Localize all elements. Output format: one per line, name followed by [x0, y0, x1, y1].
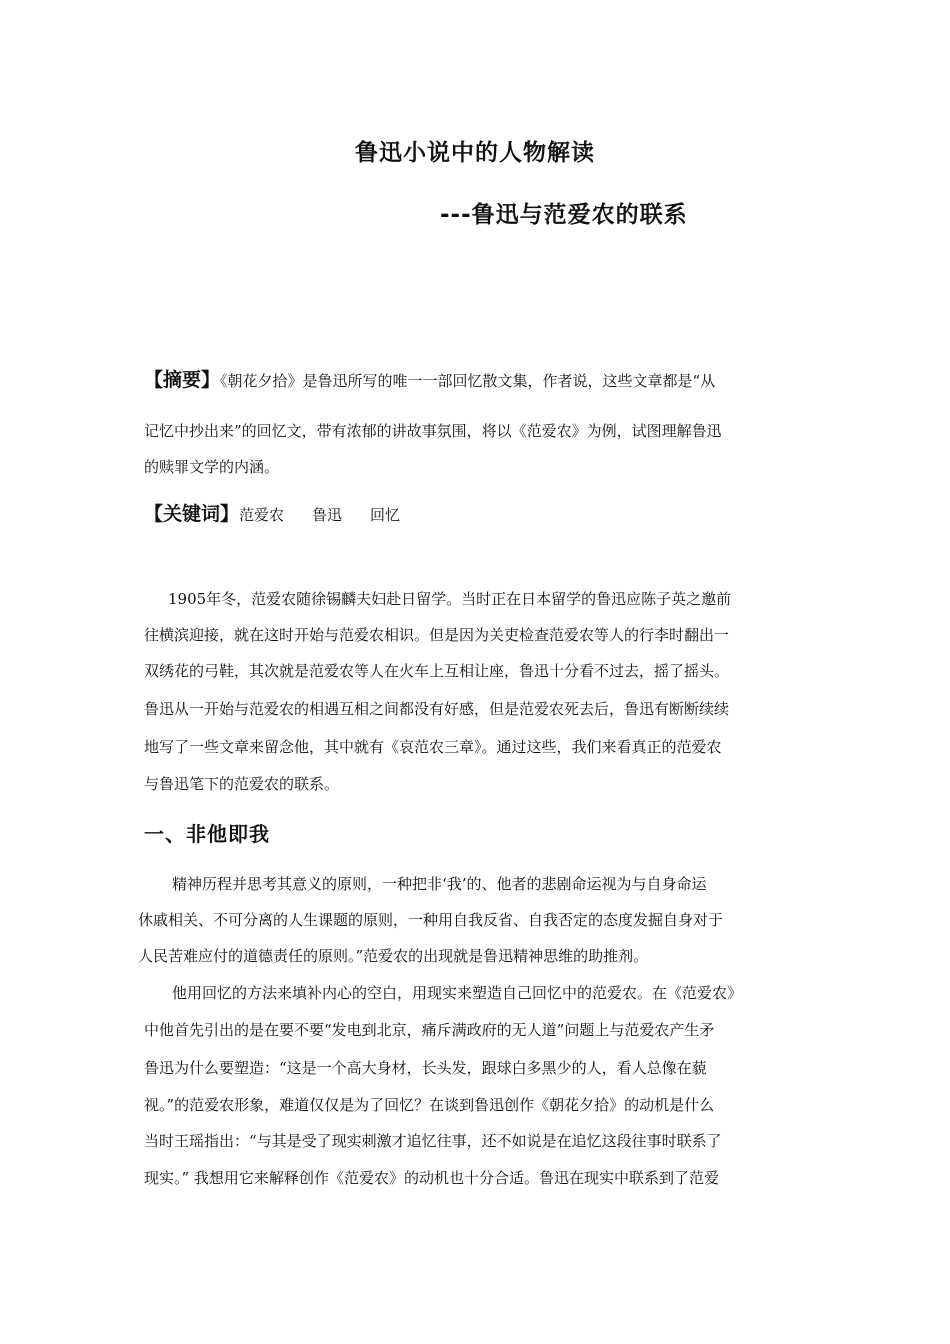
keyword-item: 回忆 [370, 506, 401, 524]
section-para1-line: 人民苦难应付的道德责任的原则。”范爱农的出现就是鲁迅精神思维的助推剂。 [138, 947, 649, 965]
abstract-line-2: 记忆中抄出来”的回忆文，带有浓郁的讲故事氛围，将以《范爱农》为例，试图理解鲁迅 [144, 422, 722, 440]
section-para2-line: 中他首先引出的是在要不要“发电到北京，痛斥满政府的无人道”问题上与范爱农产生矛 [144, 1021, 715, 1039]
section-para2-line: 当时王瑶指出：“与其是受了现实刺激才追忆往事，还不如说是在追忆这段往事时联系了 [144, 1132, 722, 1150]
abstract-label: 【摘要】 [144, 369, 221, 391]
intro-line: 双绣花的弓鞋，其次就是范爱农等人在火车上互相让座，鲁迅十分看不过去，摇了摇头。 [144, 662, 730, 680]
keyword-item: 鲁迅 [312, 506, 343, 524]
keyword-item: 范爱农 [239, 506, 285, 524]
intro-line: 鲁迅从一开始与范爱农的相遇互相之间都没有好感，但是范爱农死去后，鲁迅有断断续续 [144, 700, 730, 718]
intro-line: 1905年冬，范爱农随徐锡麟夫妇赴日留学。当时正在日本留学的鲁迅应陈子英之邀前 [168, 590, 732, 608]
intro-line: 往横滨迎接，就在这时开始与范爱农相识。但是因为关吏检查范爱农等人的行李时翻出一 [144, 626, 730, 644]
section-para2-line: 他用回忆的方法来填补内心的空白，用现实来塑造自己回忆中的范爱农。在《范爱农》 [172, 984, 743, 1002]
section-para1-line: 休戚相关、不可分离的人生课题的原则，一种用自我反省、自我否定的态度发掘自身对于 [138, 911, 724, 929]
section-para1-line: 精神历程并思考其意义的原则，一种把非‘我’的、他者的悲剧命运视为与自身命运 [172, 875, 707, 893]
intro-line: 与鲁迅笔下的范爱农的联系。 [144, 775, 340, 793]
keywords-line [144, 504, 428, 525]
page-title: 鲁迅小说中的人物解读 [355, 140, 595, 166]
abstract-text-1: 《朝花夕拾》是鲁迅所写的唯一一部回忆散文集，作者说，这些文章都是“从 [220, 372, 716, 390]
section-para2-line: 鲁迅为什么要塑造：“这是一个高大身材，长头发，跟球白多黑少的人，看人总像在藐 [144, 1059, 707, 1077]
section-para2-line: 视。”的范爱农形象，难道仅仅是为了回忆？在谈到鲁迅创作《朝花夕拾》的动机是什么 [144, 1096, 715, 1114]
section-heading: 一、非他即我 [144, 822, 270, 846]
abstract-line-1 [144, 370, 715, 391]
page-subtitle: ---鲁迅与范爱农的联系 [440, 202, 688, 228]
intro-line: 地写了一些文章来留念他，其中就有《哀范农三章》。通过这些，我们来看真正的范爱农 [144, 738, 722, 756]
keywords-label: 【关键词】 [144, 503, 240, 525]
section-para2-line: 现实。” 我想用它来解释创作《范爱农》的动机也十分合适。鲁迅在现实中联系到了范爱 [144, 1169, 719, 1187]
abstract-line-3: 的赎罪文学的内涵。 [144, 458, 280, 476]
